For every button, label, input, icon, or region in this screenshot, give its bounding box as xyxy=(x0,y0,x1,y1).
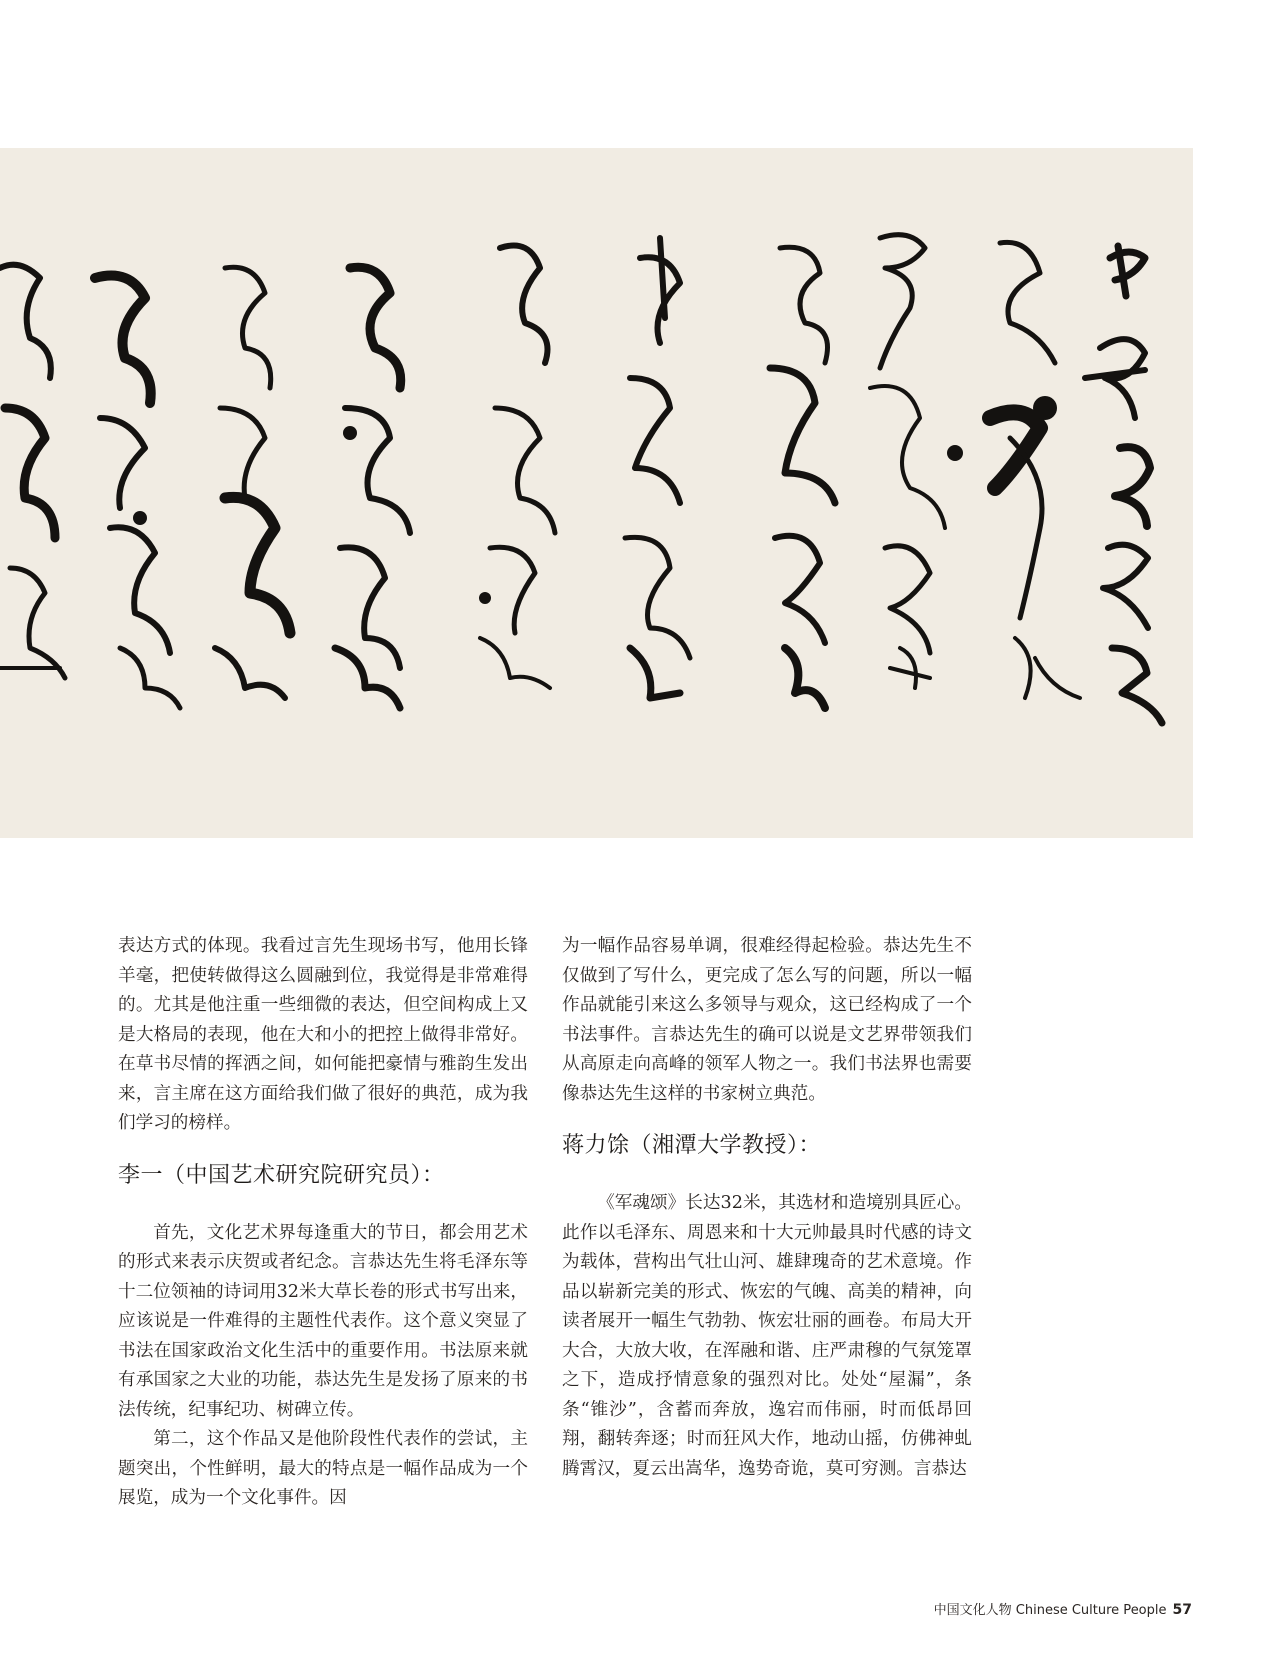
body-paragraph-2: 第二，这个作品又是他阶段性代表作的尝试，主题突出，个性鲜明，最大的特点是一幅作品成为一个展览，成为一个文化事件。因 xyxy=(118,1429,528,1508)
article-column-left xyxy=(118,932,528,1514)
section-heading-li-yi: 李一（中国艺术研究院研究员）： xyxy=(118,1162,445,1188)
calligraphy-strokes xyxy=(0,148,1193,838)
intro-paragraph: 表达方式的体现。我看过言先生现场书写，他用长锋羊毫，把使转做得这么圆融到位，我觉得是非常难得的。尤其是他注重一些细微的表达，但空间构成上又是大格局的表现，他在大和小的把控上做得非常好。在草书尽情的挥洒之间，如何能把豪情与雅韵生发出来，言主席在这方面给我们做了很好的典范，成为我们学习的榜样。 xyxy=(118,936,528,1133)
intro-paragraph: 为一幅作品容易单调，很难经得起检验。恭达先生不仅做到了写什么，更完成了怎么写的问题，所以一幅作品就能引来这么多领导与观众，这已经构成了一个书法事件。言恭达先生的确可以说是文艺界带领我们从高原走向高峰的领军人物之一。我们书法界也需要像恭达先生这样的书家树立典范。 xyxy=(562,936,972,1104)
page-number: 57 xyxy=(1172,1602,1192,1618)
magazine-name: 中国文化人物 Chinese Culture People xyxy=(933,1603,1167,1618)
body-paragraph-1: 《军魂颂》长达32米，其选材和造境别具匠心。此作以毛泽东、周恩来和十大元帅最具时代感的诗文为载体，营构出气壮山河、雄肆瑰奇的艺术意境。作品以崭新完美的形式、恢宏的气魄、高美的精神，向读者展开一幅生气勃勃、恢宏壮丽的画卷。布局大开大合，大放大收，在浑融和谐、庄严肃穆的气氛笼罩之下，造成抒情意象的强烈对比。处处“屋漏”，条条“锥沙”，含蓄而奔放，逸宕而伟丽，时而低昂回翔，翻转奔逐；时而狂风大作，地动山摇，仿佛神虬腾霄汉，夏云出嵩华，逸势奇诡，莫可穷测。言恭达 xyxy=(562,1193,972,1479)
page-footer xyxy=(934,1599,1192,1618)
body-paragraph-1: 首先，文化艺术界每逢重大的节日，都会用艺术的形式来表示庆贺或者纪念。言恭达先生将毛泽东等十二位领袖的诗词用32米大草长卷的形式书写出来，应该说是一件难得的主题性代表作。这个意义突显了书法在国家政治文化生活中的重要作用。书法原来就有承国家之大业的功能，恭达先生是发扬了原来的书法传统，纪事纪功、树碑立传。 xyxy=(118,1222,528,1420)
section-heading-jiang-liyu: 蒋力馀（湘潭大学教授）： xyxy=(562,1133,822,1158)
calligraphy-artwork xyxy=(0,148,1193,838)
article-column-right xyxy=(562,932,972,1484)
